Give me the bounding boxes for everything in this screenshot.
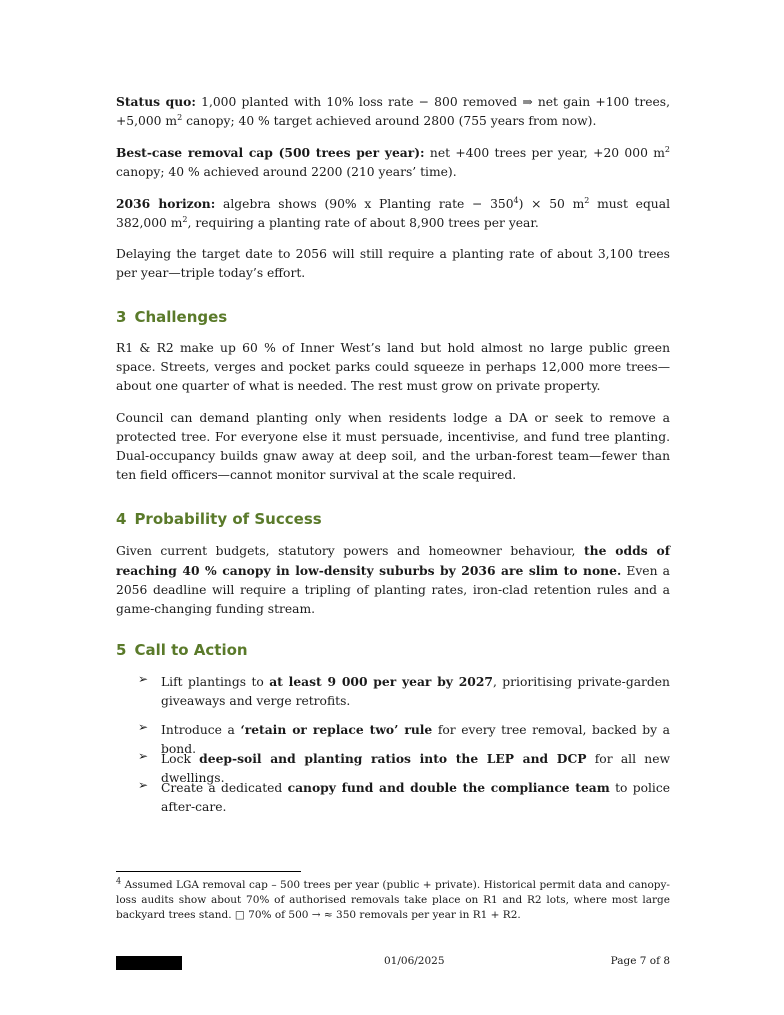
superscript: 2	[177, 112, 183, 122]
section-5-heading	[116, 641, 248, 659]
footnote-ref[interactable]: 4	[513, 195, 519, 205]
delay-paragraph: Delaying the target date to 2056 will still require a planting rate of about 3,100 trees per year—triple today’s effort.	[116, 247, 670, 280]
probability-text: Given current budgets, statutory powers and homeowner behaviour,	[116, 544, 584, 558]
probability-bold: the odds of reaching 40 % canopy in low-density suburbs by 2036 are slim to none.	[116, 543, 670, 578]
footnote-text: Assumed LGA removal cap – 500 trees per year (public + private). Historical permit data and canopy-loss audits show about 70% of authorised removals take place on R1 and R2 lots, where most large backyard trees stand. □ 70% of 500 → ≈ 350 removals per year in R1 + R2.	[116, 879, 670, 921]
section-4-heading	[116, 510, 322, 528]
superscript: 2	[664, 144, 670, 154]
probability-paragraph	[116, 541, 670, 619]
horizon-text-3: must equal 382,000 m	[116, 197, 670, 230]
section-number: 4	[116, 510, 127, 528]
redacted-block	[116, 956, 182, 970]
status-quo-label: Status quo:	[116, 94, 196, 109]
arrow-bullet-icon: ➢	[138, 720, 149, 734]
status-quo-text-cont: canopy; 40 % target achieved around 2800 (755 years from now).	[182, 114, 597, 128]
superscript: 2	[584, 195, 590, 205]
arrow-bullet-icon: ➢	[138, 749, 149, 763]
list-item-text: Lock deep-soil and planting ratios into the LEP and DCP for all new dwellings.	[161, 751, 670, 785]
footer-page-number: Page 7 of 8	[610, 955, 670, 967]
horizon-text: algebra shows (90% x Planting rate − 350	[215, 197, 514, 211]
section-title: Call to Action	[134, 641, 248, 659]
section-number: 3	[116, 308, 127, 326]
section-title: Probability of Success	[134, 510, 322, 528]
horizon-text-4: , requiring a planting rate of about 8,900 trees per year.	[187, 216, 539, 230]
section-number: 5	[116, 641, 127, 659]
best-case-text: net +400 trees per year, +20 000 m	[424, 146, 665, 160]
horizon-label: 2036 horizon:	[116, 196, 216, 211]
best-case-paragraph	[116, 143, 670, 182]
footnote	[116, 878, 670, 923]
footnote-marker: 4	[116, 876, 122, 886]
challenges-paragraph-2: Council can demand planting only when residents lodge a DA or seek to remove a protected tree. For everyone else it must persuade, incentivise, and fund tree planting. Dual-occupancy builds gnaw away at deep soil, and the urban-forest team—fewer than ten field officers—cannot monitor survival at the scale required.	[116, 411, 670, 482]
best-case-label: Best-case removal cap (500 trees per year):	[116, 145, 425, 160]
best-case-text-cont: canopy; 40 % achieved around 2200 (210 years’ time).	[116, 165, 457, 179]
arrow-bullet-icon: ➢	[138, 778, 149, 792]
footer-date: 01/06/2025	[384, 955, 445, 967]
horizon-paragraph	[116, 194, 670, 233]
arrow-bullet-icon: ➢	[138, 672, 149, 686]
status-quo-paragraph	[116, 92, 670, 131]
list-item-text: Introduce a ‘retain or replace two’ rule for every tree removal, backed by a bond.	[161, 722, 670, 756]
status-quo-text: 1,000 planted with 10% loss rate − 800 removed ⇒ net gain +100 trees, +5,000 m	[116, 95, 670, 128]
probability-text-cont: Even a 2056 deadline will require a tripling of planting rates, iron-clad retention rules and a game-changing funding stream.	[116, 564, 670, 616]
list-item-text: Lift plantings to at least 9 000 per year by 2027, prioritising private-garden giveaways and verge retrofits.	[161, 674, 670, 708]
challenges-paragraph-1: R1 & R2 make up 60 % of Inner West’s land but hold almost no large public green space. Streets, verges and pocket parks could squeeze in perhaps 12,000 more trees—about one quarter of what is needed. The rest must grow on private property.	[116, 341, 670, 393]
section-3-heading	[116, 308, 227, 326]
list-item-text: Create a dedicated canopy fund and double the compliance team to police after-care.	[161, 780, 671, 814]
footnote-divider	[116, 871, 301, 872]
superscript: 2	[182, 214, 188, 224]
section-title: Challenges	[134, 308, 228, 326]
horizon-text-2: ) × 50 m	[518, 197, 585, 211]
